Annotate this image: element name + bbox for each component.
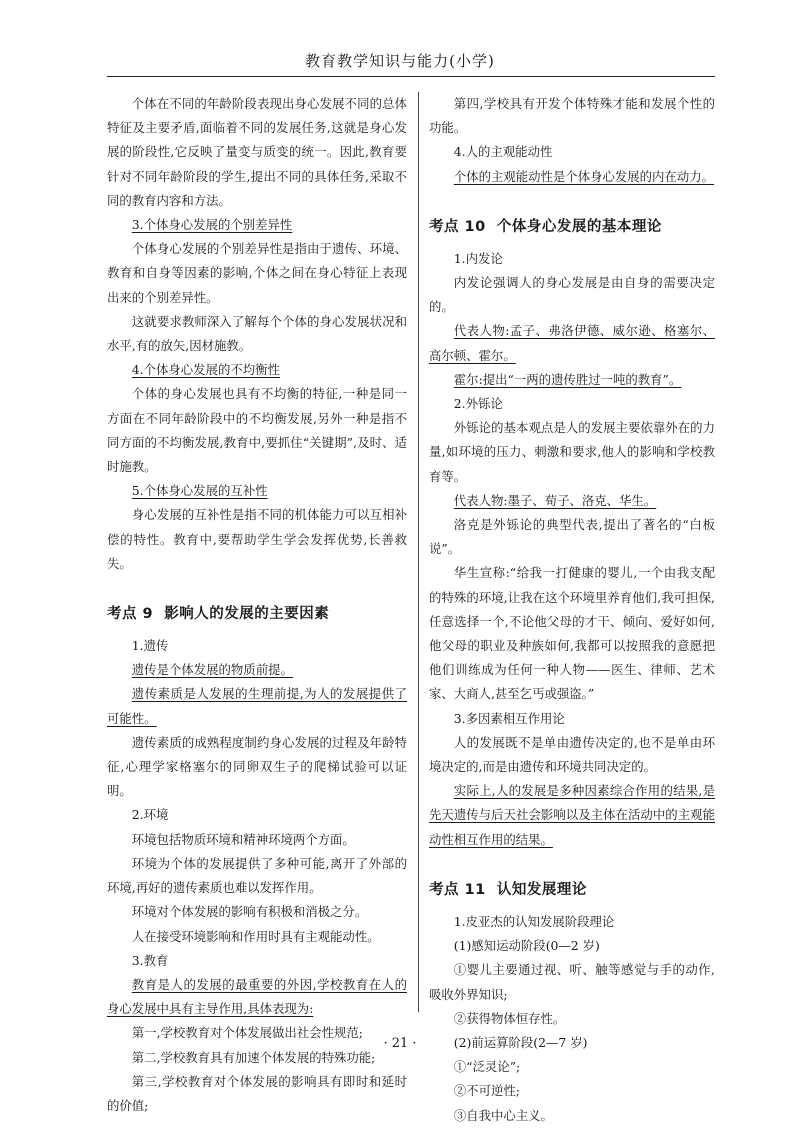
paragraph: ①婴儿主要通过视、听、触等感觉与手的动作,吸收外界知识; (429, 962, 715, 1002)
paragraph: 身心发展的互补性是指不同的机体能力可以互相补偿的特性。教育中,要帮助学生学会发挥优势,长善救失。 (107, 507, 407, 571)
paragraph: 华生宣称:“给我一打健康的婴儿,一个由我支配的特殊的环境,让我在这个环境里养育他们,我可担保,任意选择一个,不论他父母的才干、倾向、爱好如何,他父母的职业及种族如何,我都可以按照我的意愿把他们训练成为任何一种人物——医生、律师、艺术家、大商人,甚至乞丐或强盗。” (429, 565, 715, 702)
subheading: 1.内发论 (453, 250, 503, 266)
paragraph: 霍尔:提出“一两的遗传胜过一吨的教育”。 (453, 371, 682, 387)
section-title: 影响人的发展的主要因素 (164, 606, 330, 623)
subheading: 4.人的主观能动性 (453, 144, 553, 160)
subheading: (2)前运算阶段(2—7 岁) (453, 1034, 588, 1050)
subheading: 5.个体身心发展的互补性 (131, 483, 268, 499)
paragraph: 洛克是外铄论的典型代表,提出了著名的“白板说”。 (429, 517, 715, 557)
paragraph: 教育是人的发展的最重要的外因,学校教育在人的身心发展中具有主导作用,具体表现为: (107, 976, 407, 1017)
paragraph: 遗传素质的成熟程度制约身心发展的过程及年龄特征,心理学家格塞尔的同卵双生子的爬梯试验可以证明。 (107, 734, 407, 799)
paragraph: ③自我中心主义。 (453, 1107, 553, 1123)
section-number: 考点 10 (429, 218, 486, 235)
paragraph: 环境包括物质环境和精神环境两个方面。 (131, 831, 355, 847)
section-heading (107, 602, 407, 626)
paragraph: 个体的身心发展也具有不均衡的特征,一种是同一方面在不同年龄阶段中的不均衡发展,另外一种是指不同方面的不均衡发展,教育中,要抓住“关键期”,及时、适时施教。 (107, 386, 407, 475)
section-heading (429, 215, 715, 239)
section-number: 考点 11 (429, 881, 486, 898)
subheading: 3.多因素相互作用论 (453, 710, 565, 726)
paragraph: 代表人物:墨子、荀子、洛克、华生。 (453, 492, 657, 508)
paragraph: 外铄论的基本观点是人的发展主要依靠外在的力量,如环境的压力、刺激和要求,他人的影响和学校教育等。 (429, 420, 715, 484)
paragraph: 人在接受环境影响和作用时具有主观能动性。 (131, 928, 380, 944)
paragraph: 第四,学校具有开发个体特殊才能和发展个性的功能。 (429, 96, 715, 136)
subheading: 2.外铄论 (453, 396, 503, 412)
left-column (107, 92, 407, 1118)
column-divider (418, 92, 419, 1012)
subheading: (1)感知运动阶段(0—2 岁) (453, 938, 600, 954)
paragraph: 代表人物:孟子、弗洛伊德、威尔逊、格塞尔、高尔顿、霍尔。 (429, 323, 715, 363)
paragraph: 人的发展既不是单由遗传决定的,也不是单由环境决定的,而是由遗传和环境共同决定的。 (429, 734, 715, 775)
section-number: 考点 9 (107, 606, 154, 623)
paragraph: 第一,学校教育对个体发展做出社会性规范; (131, 1025, 363, 1041)
paragraph: ①“泛灵论”; (453, 1059, 521, 1075)
paragraph: 实际上,人的发展是多种因素综合作用的结果,是先天遗传与后天社会影响以及主体在活动中的主观能动性相互作用的结果。 (429, 783, 715, 847)
header-rule (107, 76, 715, 77)
right-column (429, 92, 715, 1128)
paragraph: 这就要求教师深入了解每个个体的身心发展状况和水平,有的放矢,因材施教。 (107, 313, 407, 354)
section-heading (429, 878, 715, 902)
paragraph: 遗传是个体发展的物质前提。 (131, 662, 293, 678)
subheading: 4.个体身心发展的不均衡性 (131, 362, 280, 378)
paragraph: 个体在不同的年龄阶段表现出身心发展不同的总体特征及主要矛盾,面临着不同的发展任务,这就是身心发展的阶段性,它反映了量变与质变的统一。因此,教育要针对不同年龄阶段的学生,提出不同的具体任务,采取不同的教育内容和方法。 (107, 96, 407, 208)
paragraph: 遗传素质是人发展的生理前提,为人的发展提供了可能性。 (107, 686, 407, 726)
subheading: 1.遗传 (131, 638, 169, 654)
paragraph: ②获得物体恒存性。 (453, 1010, 566, 1026)
subheading: 3.教育 (131, 952, 169, 968)
paragraph: 环境对个体发展的影响有积极和消极之分。 (131, 904, 368, 920)
section-title: 个体身心发展的基本理论 (496, 218, 662, 235)
subheading: 3.个体身心发展的个别差异性 (131, 217, 293, 233)
paragraph: 个体身心发展的个别差异性是指由于遗传、环境、教育和自身等因素的影响,个体之间在身心特征上表现出来的个别差异性。 (107, 241, 407, 305)
paragraph: ②不可逆性; (453, 1083, 520, 1099)
paragraph: 第三,学校教育对个体发展的影响具有即时和延时的价值; (107, 1073, 407, 1113)
subheading: 2.环境 (131, 807, 169, 823)
page-header-title: 教育教学知识与能力(小学) (305, 52, 495, 70)
paragraph: 第二,学校教育具有加速个体发展的特殊功能; (131, 1049, 376, 1065)
section-title: 认知发展理论 (496, 881, 587, 898)
paragraph: 个体的主观能动性是个体身心发展的内在动力。 (453, 168, 714, 184)
paragraph: 环境为个体的发展提供了多种可能,离开了外部的环境,再好的遗传素质也难以发挥作用。 (107, 855, 407, 896)
paragraph: 内发论强调人的身心发展是由自身的需要决定的。 (429, 275, 715, 315)
page-number: · 21 · (383, 1036, 417, 1051)
subheading: 1.皮亚杰的认知发展阶段理论 (453, 913, 615, 929)
